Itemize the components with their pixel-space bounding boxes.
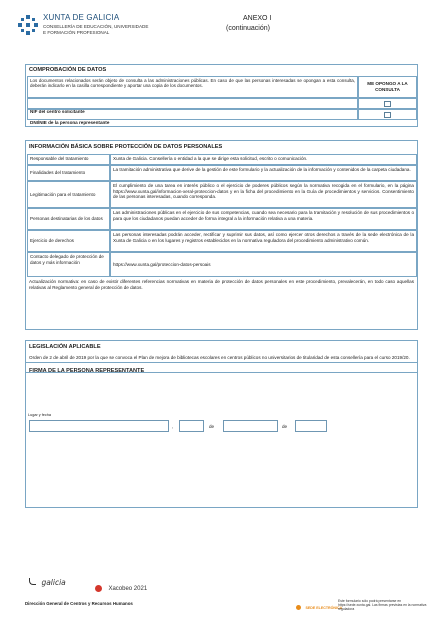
sede-icon (296, 605, 301, 610)
privacy-label: Legitimación para el tratamiento (30, 191, 96, 197)
sede-text: Este formulario sólo podrá presentarse en https://sede.xunta.gal. Las firmas previstas en la normativa reguladora (338, 599, 427, 612)
logo-text: XUNTA DE GALICIA (43, 13, 120, 22)
xunta-logo (17, 14, 39, 36)
privacy-section (25, 140, 418, 330)
privacy-text: Xunta de Galicia. Consellería o entidad a la que se dirige esta solicitud, escrito o comunicación. (113, 156, 308, 161)
de-separator-1: de (209, 424, 215, 429)
data-check-section (25, 64, 418, 127)
privacy-text-cell (110, 252, 417, 277)
privacy-label-cell (27, 181, 110, 208)
privacy-label-cell (27, 208, 110, 230)
privacy-text: La tramitación administrativa que derive de la gestión de este formulario y la actualización de la información y contenidos de la carpeta ciudadana. (113, 167, 411, 172)
privacy-title: INFORMACIÓN BÁSICA SOBRE PROTECCIÓN DE DATOS PERSONALES (29, 144, 223, 150)
galicia-swirl-icon (29, 578, 36, 585)
data-row-dni-check-cell (358, 109, 417, 120)
year-input[interactable] (295, 420, 327, 432)
privacy-label: Responsable del tratamiento (30, 156, 89, 161)
data-row-label: DNI/NIE de la persona representante (30, 120, 110, 125)
xacobeo-logo (95, 580, 147, 598)
comma-separator: , (172, 424, 174, 429)
xacobeo-logo-text: Xacobeo 2021 (108, 585, 148, 592)
oppose-dni-checkbox[interactable] (384, 112, 391, 118)
signature-title: FIRMA DE LA PERSONA REPRESENTANTE (29, 368, 145, 374)
data-row-nif-check-cell (358, 98, 417, 109)
privacy-text-cell (110, 154, 417, 165)
month-input[interactable] (223, 420, 278, 432)
privacy-text-cell (110, 230, 417, 252)
day-input[interactable] (179, 420, 204, 432)
data-check-intro-cell (27, 76, 358, 98)
privacy-text-cell (110, 181, 417, 208)
privacy-label-cell (27, 252, 110, 277)
legislation-text: Orden de 2 de abril de 2019 por la que se convoca el Plan de mejora de bibliotecas escolares en centros públicos no universitarios de titularidad de esta consellería para el curso 2019/20. (29, 355, 410, 360)
privacy-text: Las administraciones públicas en el ejercicio de sus competencias, cuando sea necesario para la tramitación y resolución de sus procedimientos o para que los ciudadanos puedan acceder de forma integral a la información relativa a una materia. (113, 210, 414, 221)
privacy-label-cell (27, 230, 110, 252)
xunta-cross-icon (17, 14, 39, 36)
oppose-nif-checkbox[interactable] (384, 101, 391, 107)
privacy-label: Ejercicio de derechos (30, 238, 74, 244)
privacy-text: Las personas interesadas podrán acceder, rectificar y suprimir sus datos, así como ejercer otros derechos a través de la sede electrónica de la Xunta de Galicia o en los lugares y registros establecidos en la normativa reguladora del procedimiento administrativo común. (113, 232, 414, 243)
department-line-1: CONSELLERÍA DE EDUCACIÓN, UNIVERSIDADE (43, 24, 149, 29)
privacy-footnote: Actualización normativa: en caso de existir diferentes referencias normativas en materia de protección de datos personales en este procedimiento, prevalecerán, en todo caso aquellas relativas al Reglamento general de protección de datos. (29, 279, 414, 290)
annex-title: ANEXO I (243, 15, 272, 22)
de-separator-2: de (282, 424, 288, 429)
data-row-dni (27, 109, 358, 125)
data-check-intro: Los documentos relacionados serán objeto de consulta a las administraciones públicas. En caso de que las personas interesadas se opongan a esta consulta, deberán indicarlo en la casilla correspondiente y aportar una copia de los documentos. (30, 78, 355, 89)
sede-label: SEDE ELECTRÓNICA (305, 605, 343, 610)
data-check-title: COMPROBACIÓN DE DATOS (29, 67, 107, 73)
privacy-label: Personas destinatarias de los datos (30, 216, 103, 222)
privacy-label-cell (27, 154, 110, 165)
signature-section (25, 362, 418, 508)
place-input[interactable] (29, 420, 169, 432)
privacy-label: Finalidades del tratamiento (30, 170, 86, 176)
oppose-header: ME OPONGO A LA CONSULTA (367, 81, 408, 92)
annex-subtitle: (continuación) (226, 25, 270, 32)
data-row-nif (27, 98, 358, 114)
privacy-contact-link[interactable]: https://www.xunta.gal/proteccion-datos-persoais (113, 261, 211, 267)
footer-directorate: Dirección General de Centros y Recursos Humanos (25, 601, 133, 606)
privacy-text-cell (110, 165, 417, 181)
sede-badge (296, 599, 342, 617)
galicia-logo (29, 572, 66, 590)
legislation-title: LEGISLACIÓN APLICABLE (29, 344, 101, 350)
place-date-label: Lugar y fecha (28, 413, 52, 417)
xacobeo-icon (95, 585, 102, 592)
department-line-2: E FORMACIÓN PROFESIONAL (43, 30, 110, 35)
privacy-text: El cumplimiento de una tarea en interés público o el ejercicio de poderes públicos según la normativa recogida en el formulario, en la página https://www.xunta.gal/informacion-xeral-proteccion-datos y en la ficha del procedimiento en la Guía de procedimientos y servicios. Consentimiento de las personas interesadas, cuando corresponda. (113, 183, 414, 200)
galicia-logo-text: galicia (41, 578, 66, 587)
privacy-text-cell (110, 208, 417, 230)
oppose-header-cell (358, 76, 417, 98)
privacy-label-cell (27, 165, 110, 181)
data-row-label: NIF del centro solicitante (30, 109, 85, 114)
privacy-label: Contacto delegado de protección de datos y más información (30, 254, 104, 265)
